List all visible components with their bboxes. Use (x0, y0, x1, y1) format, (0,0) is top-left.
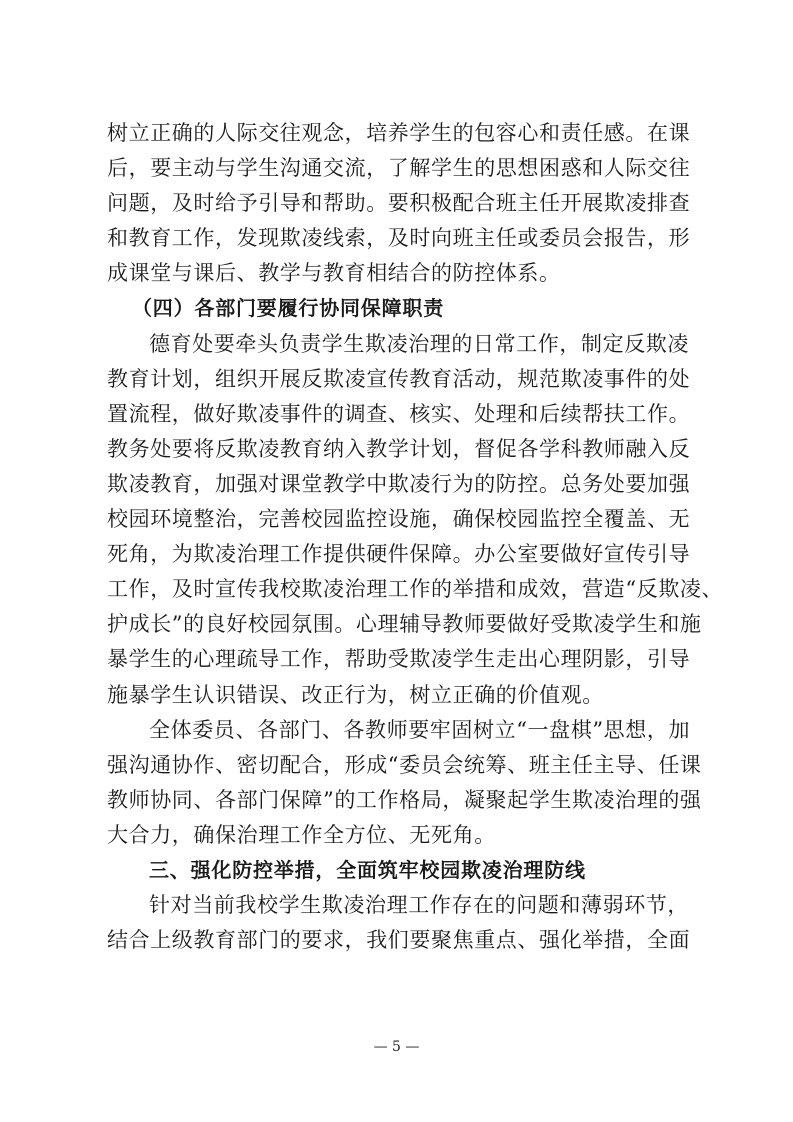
text-line: 教育计划，组织开展反欺凌宣传教育活动，规范欺凌事件的处 (107, 366, 691, 391)
text-line: 树立正确的人际交往观念，培养学生的包容心和责任感。在课 (107, 121, 691, 145)
text-line: 成课堂与课后、教学与教育相结合的防控体系。 (107, 261, 561, 286)
section-heading: 三、强化防控举措，全面筑牢校园欺凌治理防线 (149, 857, 586, 882)
text-line: 教务处要将反欺凌教育纳入教学计划，督促各学科教师融入反 (107, 436, 691, 461)
text-line: 全体委员、各部门、各教师要牢固树立“一盘棋”思想，加 (149, 717, 691, 742)
page-number: — 5 — (373, 1039, 420, 1055)
text-line: 后，要主动与学生沟通交流，了解学生的思想困惑和人际交往 (107, 156, 691, 181)
text-line: 大合力，确保治理工作全方位、无死角。 (107, 822, 496, 847)
text-line: 护成长”的良好校园氛围。心理辅导教师要做好受欺凌学生和施 (107, 612, 702, 637)
text-line: 问题，及时给予引导和帮助。要积极配合班主任开展欺凌排查 (107, 191, 691, 216)
text-line: 工作，及时宣传我校欺凌治理工作的举措和成效，营造“反欺凌、 (107, 577, 724, 602)
text-line: 结合上级教育部门的要求，我们要聚焦重点、强化举措，全面 (107, 928, 691, 953)
text-line: 校园环境整治，完善校园监控设施，确保校园监控全覆盖、无 (107, 507, 691, 532)
document-body (107, 116, 724, 958)
paragraph-continuation (107, 116, 689, 291)
text-line: 施暴学生认识错误、改正行为，树立正确的价值观。 (107, 682, 604, 707)
text-line: 强沟通协作、密切配合，形成“委员会统筹、班主任主导、任课 (107, 752, 702, 777)
text-line: 暴学生的心理疏导工作，帮助受欺凌学生走出心理阴影，引导 (107, 647, 691, 672)
text-line: 和教育工作，发现欺凌线索，及时向班主任或委员会报告，形 (107, 226, 691, 251)
text-line: 德育处要牵头负责学生欺凌治理的日常工作，制定反欺凌 (149, 331, 689, 356)
text-line: 欺凌教育，加强对课堂教学中欺凌行为的防控。总务处要加强 (107, 471, 691, 496)
paragraph-measures (107, 888, 689, 958)
text-line: 置流程，做好欺凌事件的调查、核实、处理和后续帮扶工作。 (107, 401, 691, 426)
paragraph-coordination (107, 713, 702, 853)
paragraph-departments (107, 327, 724, 713)
text-line: 死角，为欺凌治理工作提供硬件保障。办公室要做好宣传引导 (107, 542, 691, 567)
text-line: 针对当前我校学生欺凌治理工作存在的问题和薄弱环节， (149, 893, 689, 918)
section-subheading: （四）各部门要履行协同保障职责 (132, 296, 444, 321)
text-line: 教师协同、各部门保障”的工作格局，凝聚起学生欺凌治理的强 (107, 787, 702, 812)
